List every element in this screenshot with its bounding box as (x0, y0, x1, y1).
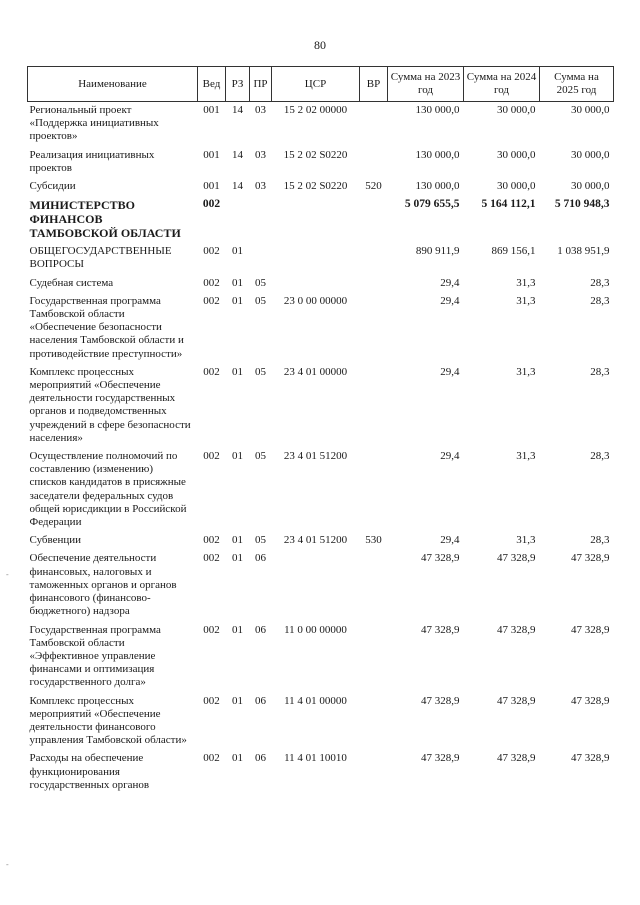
cell-rz: 14 (232, 180, 243, 193)
cell-sum-2025: 5 710 948,3 (554, 198, 610, 211)
table-row (28, 243, 614, 274)
cell-name: Расходы на обеспечение функционирования государственных органов (29, 752, 150, 791)
cell-csr: 15 2 02 00000 (283, 104, 348, 116)
cell-sum-2025: 28,3 (590, 365, 610, 378)
header-ved: Вед (198, 67, 226, 102)
cell-sum-2023: 47 328,9 (421, 694, 460, 707)
cell-ved: 002 (203, 245, 220, 258)
table-header-row (28, 67, 614, 102)
cell-vr (360, 243, 388, 274)
cell-csr: 15 2 02 S0220 (283, 148, 348, 161)
cell-vr (360, 364, 388, 448)
margin-tick: - (6, 860, 9, 869)
cell-ved: 002 (203, 365, 220, 378)
cell-sum-2024: 30 000,0 (497, 104, 536, 116)
cell-rz: 01 (232, 623, 243, 636)
cell-sum-2025: 28,3 (590, 534, 610, 547)
header-vr: ВР (360, 67, 388, 102)
cell-pr: 03 (255, 180, 266, 193)
cell-vr (360, 693, 388, 751)
cell-sum-2024: 30 000,0 (497, 148, 536, 161)
cell-csr: 11 0 00 00000 (284, 623, 347, 636)
cell-sum-2023: 29,4 (440, 276, 460, 289)
cell-rz: 01 (232, 450, 243, 463)
cell-csr: 23 4 01 51200 (283, 450, 348, 463)
table-row (28, 275, 614, 293)
cell-sum-2023: 29,4 (440, 534, 460, 547)
cell-sum-2024: 869 156,1 (491, 245, 536, 258)
cell-rz: 01 (232, 294, 243, 307)
cell-sum-2025: 30 000,0 (571, 180, 610, 193)
table-row (28, 364, 614, 448)
cell-sum-2025: 30 000,0 (571, 148, 610, 161)
cell-csr: 15 2 02 S0220 (283, 180, 348, 193)
cell-sum-2025: 28,3 (590, 294, 610, 307)
cell-ved: 002 (203, 623, 220, 636)
table-row (28, 448, 614, 532)
cell-vr (360, 147, 388, 178)
cell-ved: 002 (202, 198, 221, 211)
cell-csr (272, 196, 360, 243)
header-sum-2024: Сумма на 2024 год (464, 67, 540, 102)
budget-table (27, 66, 614, 795)
header-pr: ПР (250, 67, 272, 102)
cell-name: Реализация инициативных проектов (29, 148, 155, 174)
table-row (28, 293, 614, 364)
cell-vr (360, 448, 388, 532)
cell-vr (360, 196, 388, 243)
cell-ved: 002 (203, 752, 220, 765)
cell-vr (360, 293, 388, 364)
cell-rz: 14 (232, 104, 243, 116)
cell-pr (250, 243, 272, 274)
cell-sum-2023: 5 079 655,5 (404, 198, 460, 211)
header-sum-2025: Сумма на 2025 год (540, 67, 614, 102)
cell-ved: 001 (203, 148, 220, 161)
cell-sum-2024: 31,3 (516, 276, 536, 289)
cell-rz (226, 196, 250, 243)
header-name: Наименование (28, 67, 198, 102)
cell-csr (272, 275, 360, 293)
cell-pr: 06 (255, 694, 266, 707)
cell-sum-2025: 47 328,9 (571, 752, 610, 765)
cell-pr: 05 (255, 276, 266, 289)
cell-sum-2024: 47 328,9 (497, 694, 536, 707)
table-body (28, 102, 614, 795)
cell-rz: 01 (232, 694, 243, 707)
table-row (28, 102, 614, 147)
cell-sum-2024: 5 164 112,1 (481, 198, 536, 211)
header-csr: ЦСР (272, 67, 360, 102)
cell-csr: 11 4 01 10010 (284, 752, 347, 765)
cell-pr: 05 (255, 294, 266, 307)
cell-rz: 01 (232, 752, 243, 765)
cell-name: Субвенции (29, 534, 82, 547)
cell-sum-2025: 28,3 (590, 276, 610, 289)
cell-name: Обеспечение деятельности финансовых, налоговых и таможенных органов и органов финансового (финансово-бюджетного) надзора (29, 552, 177, 618)
cell-ved: 002 (203, 534, 220, 547)
cell-sum-2023: 47 328,9 (421, 623, 460, 636)
cell-rz: 01 (232, 552, 243, 565)
cell-vr (360, 275, 388, 293)
cell-sum-2025: 47 328,9 (571, 552, 610, 565)
cell-ved: 002 (203, 694, 220, 707)
cell-vr: 520 (365, 180, 382, 193)
cell-sum-2024: 47 328,9 (497, 752, 536, 765)
cell-pr: 03 (255, 148, 266, 161)
cell-name: Комплекс процессных мероприятий «Обеспечение деятельности финансового управления Тамбовской области» (29, 694, 187, 747)
cell-ved: 002 (203, 552, 220, 565)
cell-sum-2024: 31,3 (516, 365, 536, 378)
cell-name: МИНИСТЕРСТВО ФИНАНСОВ ТАМБОВСКОЙ ОБЛАСТИ (29, 198, 181, 241)
cell-rz: 01 (232, 365, 243, 378)
table-row (28, 750, 614, 795)
cell-sum-2023: 47 328,9 (421, 552, 460, 565)
table-row (28, 147, 614, 178)
cell-csr: 11 4 01 00000 (284, 694, 347, 707)
table-row (28, 693, 614, 751)
cell-sum-2025: 28,3 (590, 450, 610, 463)
cell-pr: 06 (255, 752, 266, 765)
cell-pr: 05 (255, 365, 266, 378)
header-sum-2023: Сумма на 2023 год (388, 67, 464, 102)
cell-sum-2025: 30 000,0 (571, 104, 610, 116)
cell-ved: 001 (203, 180, 220, 193)
cell-rz: 01 (232, 276, 243, 289)
table-row (28, 196, 614, 243)
cell-name: Государственная программа Тамбовской области «Обеспечение безопасности населения Тамбовской области и противодействие преступности» (29, 294, 184, 360)
margin-tick: - (6, 570, 9, 579)
cell-rz: 01 (232, 534, 243, 547)
cell-ved: 002 (203, 450, 220, 463)
cell-sum-2024: 31,3 (516, 534, 536, 547)
cell-vr: 530 (365, 534, 382, 547)
cell-csr: 23 4 01 00000 (283, 365, 348, 378)
cell-csr (272, 550, 360, 621)
cell-csr: 23 0 00 00000 (283, 294, 348, 307)
cell-pr (250, 196, 272, 243)
cell-csr (272, 243, 360, 274)
cell-sum-2024: 47 328,9 (497, 552, 536, 565)
cell-sum-2023: 29,4 (440, 365, 460, 378)
cell-pr: 06 (255, 623, 266, 636)
cell-vr (360, 102, 388, 147)
cell-pr: 05 (255, 534, 266, 547)
cell-rz: 01 (232, 245, 243, 258)
cell-pr: 03 (255, 104, 266, 116)
cell-vr (360, 622, 388, 693)
cell-pr: 05 (255, 450, 266, 463)
cell-pr: 06 (255, 552, 266, 565)
cell-sum-2023: 47 328,9 (421, 752, 460, 765)
cell-name: Осуществление полномочий по составлению (изменению) списков кандидатов в присяжные заседатели федеральных судов общей юрисдикции в Российской Федерации (29, 450, 187, 529)
cell-sum-2025: 47 328,9 (571, 694, 610, 707)
cell-sum-2023: 130 000,0 (415, 180, 460, 193)
table-row (28, 622, 614, 693)
cell-name: Судебная система (29, 276, 114, 289)
cell-name: Субсидии (29, 180, 76, 193)
table-row (28, 178, 614, 196)
cell-ved: 002 (203, 276, 220, 289)
cell-ved: 002 (203, 294, 220, 307)
cell-sum-2023: 890 911,9 (415, 245, 460, 258)
cell-name: Комплекс процессных мероприятий «Обеспечение деятельности государственных органов и подведомственных учреждений в сфере безопасности населения» (29, 365, 191, 444)
cell-rz: 14 (232, 148, 243, 161)
table-row (28, 550, 614, 621)
cell-name: ОБЩЕГОСУДАРСТВЕННЫЕ ВОПРОСЫ (29, 245, 172, 271)
page-number: 80 (314, 38, 326, 52)
cell-sum-2023: 29,4 (440, 450, 460, 463)
cell-sum-2023: 130 000,0 (415, 104, 460, 116)
cell-vr (360, 550, 388, 621)
cell-sum-2025: 1 038 951,9 (557, 245, 610, 258)
cell-sum-2024: 31,3 (516, 450, 536, 463)
header-rz: РЗ (226, 67, 250, 102)
cell-vr (360, 750, 388, 795)
cell-sum-2023: 29,4 (440, 294, 460, 307)
cell-sum-2024: 47 328,9 (497, 623, 536, 636)
cell-sum-2025: 47 328,9 (571, 623, 610, 636)
cell-ved: 001 (203, 104, 220, 116)
cell-sum-2024: 31,3 (516, 294, 536, 307)
table-row (28, 532, 614, 550)
cell-name: Государственная программа Тамбовской области «Эффективное управление финансами и оптимизация государственного долга» (29, 623, 161, 689)
cell-sum-2023: 130 000,0 (415, 148, 460, 161)
cell-csr: 23 4 01 51200 (283, 534, 348, 547)
cell-sum-2024: 30 000,0 (497, 180, 536, 193)
cell-name: Региональный проект «Поддержка инициативных проектов» (29, 104, 159, 143)
